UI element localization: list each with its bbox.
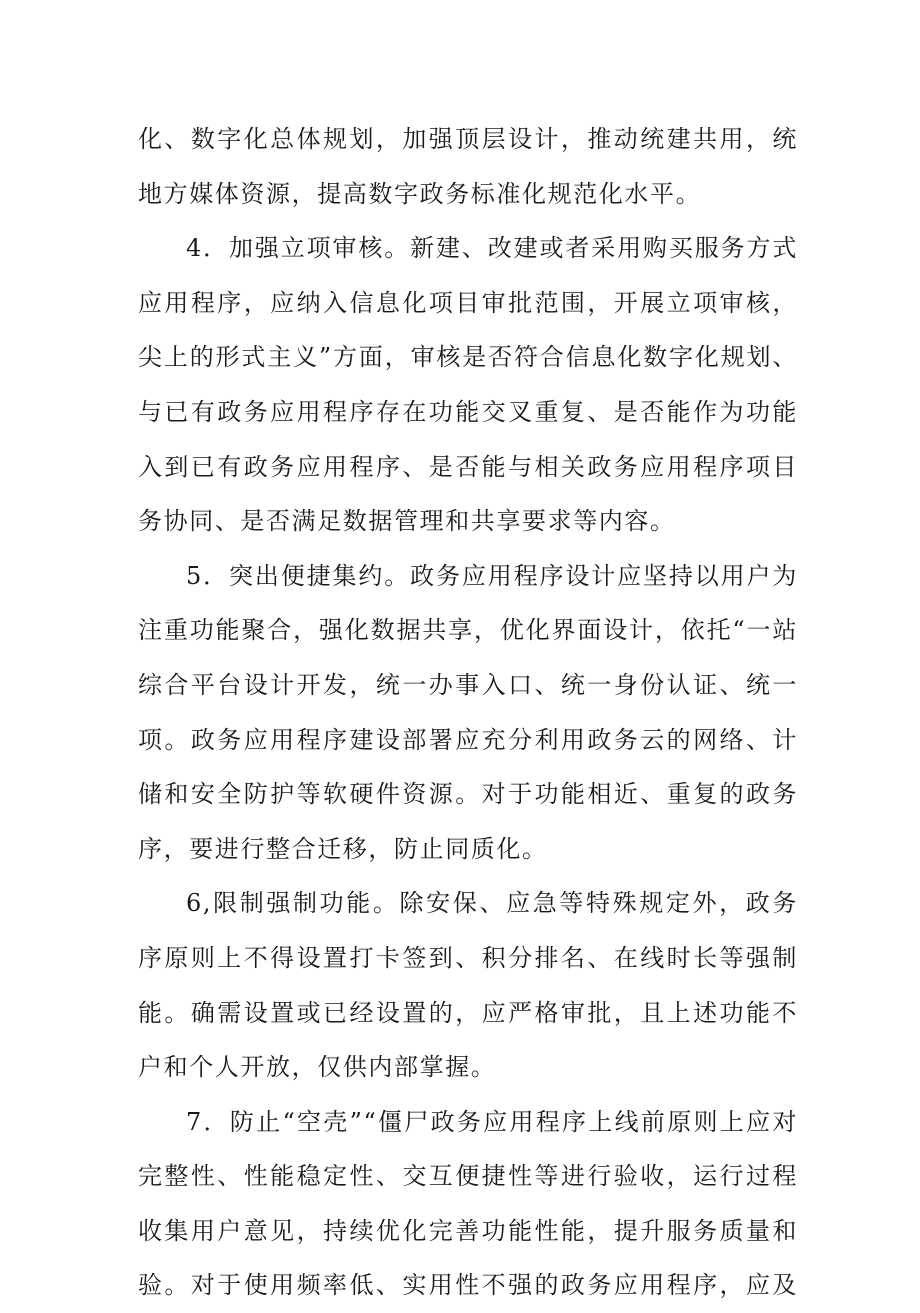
document-body [138, 112, 798, 1313]
paragraph-start-line: 7．防止“空壳”“僵尸政务应用程序上线前原则上应对 [186, 1107, 798, 1136]
text-line: 入到已有政务应用程序、是否能与相关政务应用程序项目 [138, 452, 798, 481]
text-line: 项。政务应用程序建设部署应充分利用政务云的网络、计 [138, 725, 798, 754]
text-line: 储和安全防护等软硬件资源。对于功能相近、重复的政务 [138, 780, 798, 809]
paragraph-start-line: 4．加强立项审核。新建、改建或者采用购买服务方式 [186, 234, 798, 263]
paragraph-start-line: 5．突出便捷集约。政务应用程序设计应坚持以用户为 [186, 561, 798, 590]
text-line: 注重功能聚合，强化数据共享，优化界面设计，依托“一站 [138, 616, 798, 645]
text-line: 能。确需设置或已经设置的，应严格审批，且上述功能不 [138, 998, 798, 1027]
text-line: 综合平台设计开发，统一办事入口、统一身份认证、统一 [138, 670, 798, 699]
text-line: 收集用户意见，持续优化完善功能性能，提升服务质量和 [138, 1216, 798, 1245]
text-line: 务协同、是否满足数据管理和共享要求等内容。 [138, 507, 676, 536]
text-line: 尖上的形式主义”方面，审核是否符合信息化数字化规划、 [138, 343, 798, 372]
text-line: 序，要进行整合迁移，防止同质化。 [138, 834, 548, 863]
paragraph-start-line: 6,限制强制功能。除安保、应急等特殊规定外，政务 [186, 889, 798, 918]
text-line: 序原则上不得设置打卡签到、积分排名、在线时长等强制 [138, 943, 798, 972]
text-line: 应用程序，应纳入信息化项目审批范围，开展立项审核， [138, 288, 798, 317]
text-line: 与已有政务应用程序存在功能交叉重复、是否能作为功能 [138, 397, 798, 426]
text-line: 完整性、性能稳定性、交互便捷性等进行验收，运行过程 [138, 1162, 798, 1191]
text-line: 化、数字化总体规划，加强顶层设计，推动统建共用，统 [138, 125, 798, 153]
text-line: 验。对于使用频率低、实用性不强的政务应用程序，应及 [138, 1271, 798, 1300]
text-line: 户和个人开放，仅供内部掌握。 [138, 1053, 497, 1082]
text-line: 地方媒体资源，提高数字政务标准化规范化水平。 [138, 179, 702, 208]
